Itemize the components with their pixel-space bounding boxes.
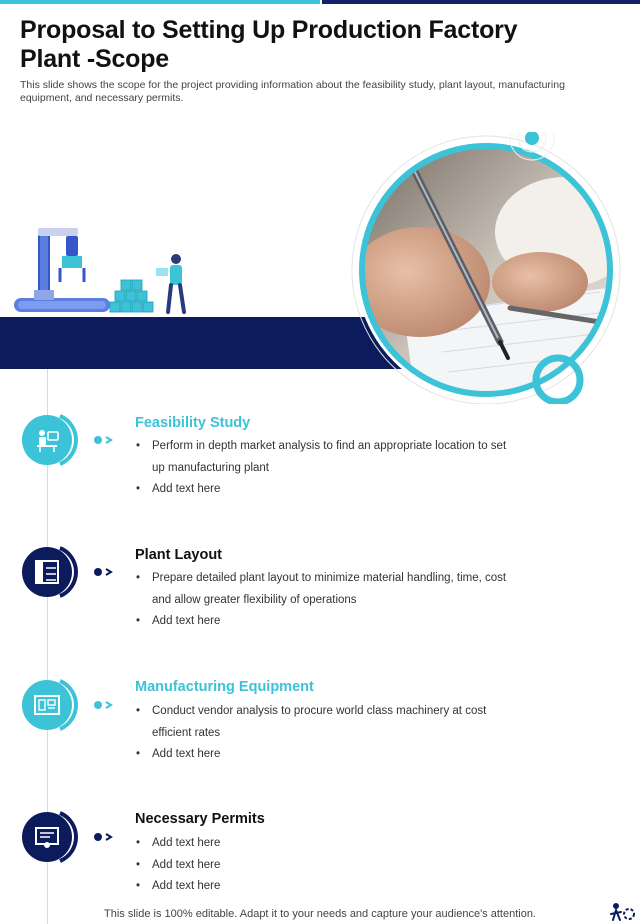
section-title: Feasibility Study <box>135 415 251 431</box>
bullet-item: • Add text here <box>136 611 516 633</box>
page-title: Proposal to Setting Up Production Factory Plant -Scope <box>20 16 518 73</box>
section-title: Plant Layout <box>135 547 223 563</box>
bullet-list <box>136 833 516 898</box>
writing-hand-photo <box>350 132 628 404</box>
arc-decoration <box>56 412 80 468</box>
bullet-item: • Prepare detailed plant layout to minimize material handling, time, cost and allow greater flexibility of operations <box>136 568 516 611</box>
bullet-list <box>136 568 516 633</box>
bullet-item: • Conduct vendor analysis to procure world class machinery at cost efficient rates <box>136 701 516 744</box>
dot-arrow-icon <box>93 700 115 710</box>
bullet-list <box>136 701 516 766</box>
navy-banner-band <box>0 317 410 369</box>
bullet-item: • Add text here <box>136 479 516 501</box>
dot-arrow-icon <box>93 435 115 445</box>
top-accent-bar-teal <box>0 0 320 4</box>
arc-decoration <box>56 544 80 600</box>
footer-note: This slide is 100% editable. Adapt it to your needs and capture your audience's attention. <box>104 908 536 920</box>
factory-illustration <box>10 222 210 318</box>
brand-logo-icon <box>608 902 636 922</box>
dot-arrow-icon <box>93 567 115 577</box>
arc-decoration <box>56 677 80 733</box>
page-subtitle: This slide shows the scope for the project providing information about the feasibility study, plant layout, manufacturing equipment, and necessary permits. <box>20 79 565 104</box>
bullet-item: • Perform in depth market analysis to find an appropriate location to set up manufacturing plant <box>136 436 516 479</box>
bullet-list <box>136 436 516 501</box>
bullet-item: • Add text here <box>136 744 516 766</box>
dot-arrow-icon <box>93 832 115 842</box>
section-title: Manufacturing Equipment <box>135 679 314 695</box>
bullet-item: • Add text here <box>136 855 516 877</box>
bullet-item: • Add text here <box>136 876 516 898</box>
bullet-item: • Add text here <box>136 833 516 855</box>
top-accent-bar-navy <box>322 0 640 4</box>
section-title: Necessary Permits <box>135 811 265 827</box>
arc-decoration <box>56 809 80 865</box>
